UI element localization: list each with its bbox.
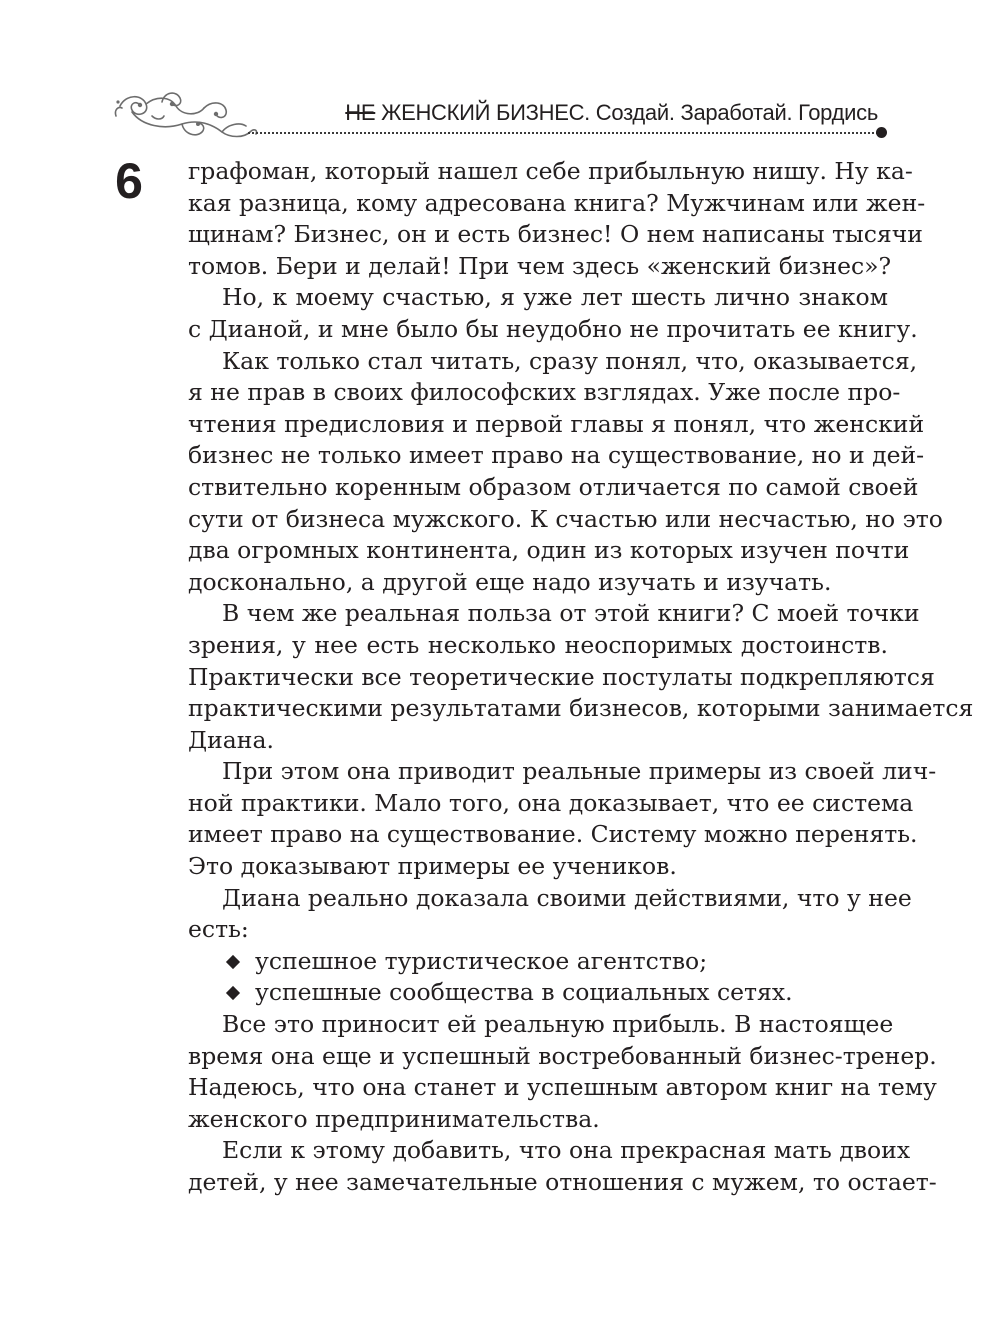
text-line: практическими результатами бизнесов, которыми занимается: [188, 694, 974, 723]
header-rule-end-dot: [876, 127, 887, 138]
text-line: ной практики. Мало того, она доказывает, что ее система: [188, 788, 914, 817]
text-line: Как только стал читать, сразу понял, что, оказывается,: [222, 346, 918, 375]
text-line: Диана реально доказала своими действиями, что у нее: [222, 883, 912, 912]
text-line: есть:: [188, 915, 249, 944]
text-line: Это доказывают примеры ее учеников.: [188, 852, 677, 881]
page-number-text: 6: [115, 153, 143, 209]
running-header-strike-word: НЕ: [345, 100, 376, 125]
text-line: детей, у нее замечательные отношения с мужем, то остает-: [188, 1168, 937, 1196]
text-line: Если к этому добавить, что она прекрасная мать двоих: [222, 1136, 911, 1165]
text-line: досконально, а другой еще надо изучать и изучать.: [188, 567, 832, 596]
text-line: сути от бизнеса мужского. К счастью или несчастью, но это: [188, 504, 943, 533]
bullet-text: успешное туристическое агентство;: [255, 946, 708, 975]
text-line: томов. Бери и делай! При чем здесь «женский бизнес»?: [188, 251, 892, 280]
text-line: я не прав в своих философских взглядах. Уже после про-: [188, 378, 901, 407]
text-line: Надеюсь, что она станет и успешным автором книг на тему: [188, 1073, 937, 1102]
bullet-text: успешные сообщества в социальных сетях.: [255, 978, 793, 1007]
text-line: Диана.: [188, 725, 274, 754]
bullet-list-item: [188, 946, 888, 978]
text-line: При этом она приводит реальные примеры из своей лич-: [222, 757, 937, 786]
text-line: ствительно коренным образом отличается по самой своей: [188, 472, 919, 501]
floral-flourish-icon: [112, 86, 262, 148]
text-line: кая разница, кому адресована книга? Мужчинам или жен-: [188, 188, 926, 217]
running-header-subtitle: Создай. Заработай. Гордись: [590, 100, 878, 125]
running-header: [345, 100, 878, 126]
bullet-list-item: [188, 977, 888, 1009]
body-text: [188, 156, 974, 1199]
text-line: Все это приносит ей реальную прибыль. В настоящее: [222, 1010, 894, 1039]
text-line: графоман, который нашел себе прибыльную нишу. Ну ка-: [188, 157, 913, 185]
text-line: чтения предисловия и первой главы я понял, что женский: [188, 409, 925, 438]
text-line: с Дианой, и мне было бы неудобно не прочитать ее книгу.: [188, 314, 918, 343]
running-header-title: ЖЕНСКИЙ БИЗНЕС.: [375, 100, 590, 125]
text-line: женского предпринимательства.: [188, 1104, 600, 1133]
text-line: щинам? Бизнес, он и есть бизнес! О нем написаны тысячи: [188, 220, 923, 249]
text-line: зрения, у нее есть несколько неоспоримых достоинств.: [188, 630, 888, 659]
text-line: имеет право на существование. Систему можно перенять.: [188, 820, 918, 849]
text-line: время она еще и успешный востребованный бизнес-тренер.: [188, 1041, 937, 1070]
diamond-bullet-icon: [226, 986, 240, 1000]
text-line: Практически все теоретические постулаты подкрепляются: [188, 662, 935, 691]
text-line: бизнес не только имеет право на существование, но и дей-: [188, 441, 925, 470]
text-line: два огромных континента, один из которых изучен почти: [188, 536, 910, 565]
text-line: Но, к моему счастью, я уже лет шесть лично знаком: [222, 283, 888, 312]
page-number: [115, 153, 143, 209]
text-line: В чем же реальная польза от этой книги? С моей точки: [222, 599, 920, 628]
header-dotted-rule: [248, 132, 878, 134]
diamond-bullet-icon: [226, 955, 240, 969]
